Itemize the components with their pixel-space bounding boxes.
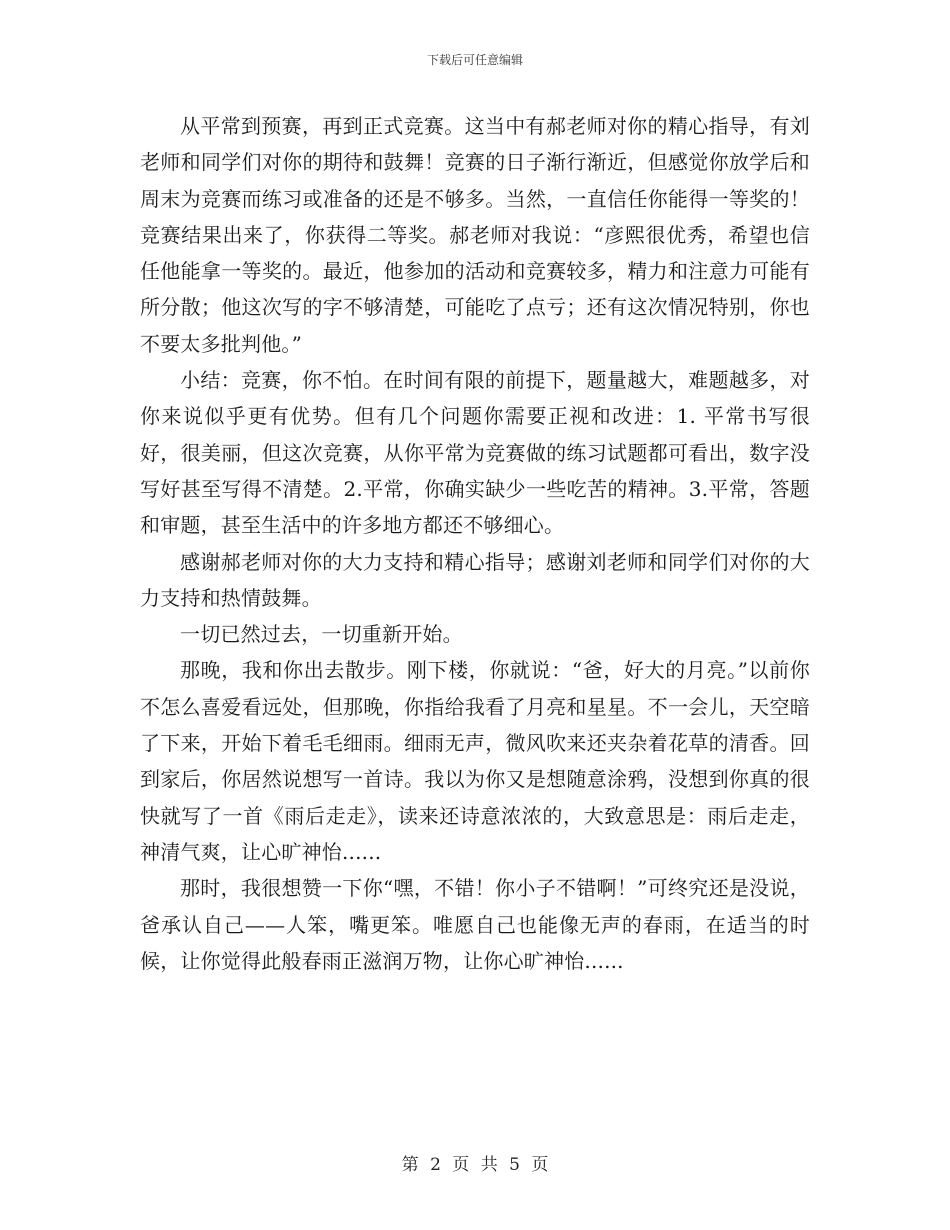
- paragraph-competition: 从平常到预赛，再到正式竞赛。这当中有郝老师对你的精心指导，有刘老师和同学们对你的期待和鼓舞！竞赛的日子渐行渐近，但感觉你放学后和周末为竞赛而练习或准备的还是不够多。当然，一直信任你能得一等奖的！竞赛结果出来了，你获得二等奖。郝老师对我说：“彦熙很优秀，希望也信任他能拿一等奖的。最近，他参加的活动和竞赛较多，精力和注意力可能有所分散；他这次写的字不够清楚，可能吃了点亏；还有这次情况特别，你也不要太多批判他。”: [140, 114, 810, 356]
- paragraph-restart: 一切已然过去，一切重新开始。: [180, 622, 463, 647]
- paragraph-reflection: 那时，我很想赞一下你“嘿，不错！你小子不错啊！”可终究还是没说，爸承认自己——人笨，嘴更笨。唯愿自己也能像无声的春雨，在适当的时候，让你觉得此般春雨正滋润万物，让你心旷神怡......: [140, 876, 810, 973]
- paragraph-walk: 那晚，我和你出去散步。刚下楼，你就说：“爸，好大的月亮。”以前你不怎么喜爱看远处，但那晚，你指给我看了月亮和星星。不一会儿，天空暗了下来，开始下着毛毛细雨。细雨无声，微风吹来还夹杂着花草的清香。回到家后，你居然说想写一首诗。我以为你又是想随意涂鸦，没想到你真的很快就写了一首《雨后走走》，读来还诗意浓浓的，大致意思是：雨后走走，神清气爽，让心旷神怡......: [140, 658, 810, 864]
- paragraph-thanks: 感谢郝老师对你的大力支持和精心指导；感谢刘老师和同学们对你的大力支持和热情鼓舞。: [140, 549, 810, 610]
- paragraph-summary: 小结：竞赛，你不怕。在时间有限的前提下，题量越大，难题越多，对你来说似乎更有优势。但有几个问题你需要正视和改进：1. 平常书写很好，很美丽，但这次竞赛，从你平常为竞赛做的练习试题都可看出，数字没写好甚至写得不清楚。2.平常，你确实缺少一些吃苦的精神。3.平常，答题和审题，甚至生活中的许多地方都还不够细心。: [140, 368, 810, 538]
- document-body: [140, 108, 810, 979]
- page-header-note: 下载后可任意编辑: [426, 53, 523, 67]
- page-number: 第 2 页 共 5 页: [401, 1155, 549, 1175]
